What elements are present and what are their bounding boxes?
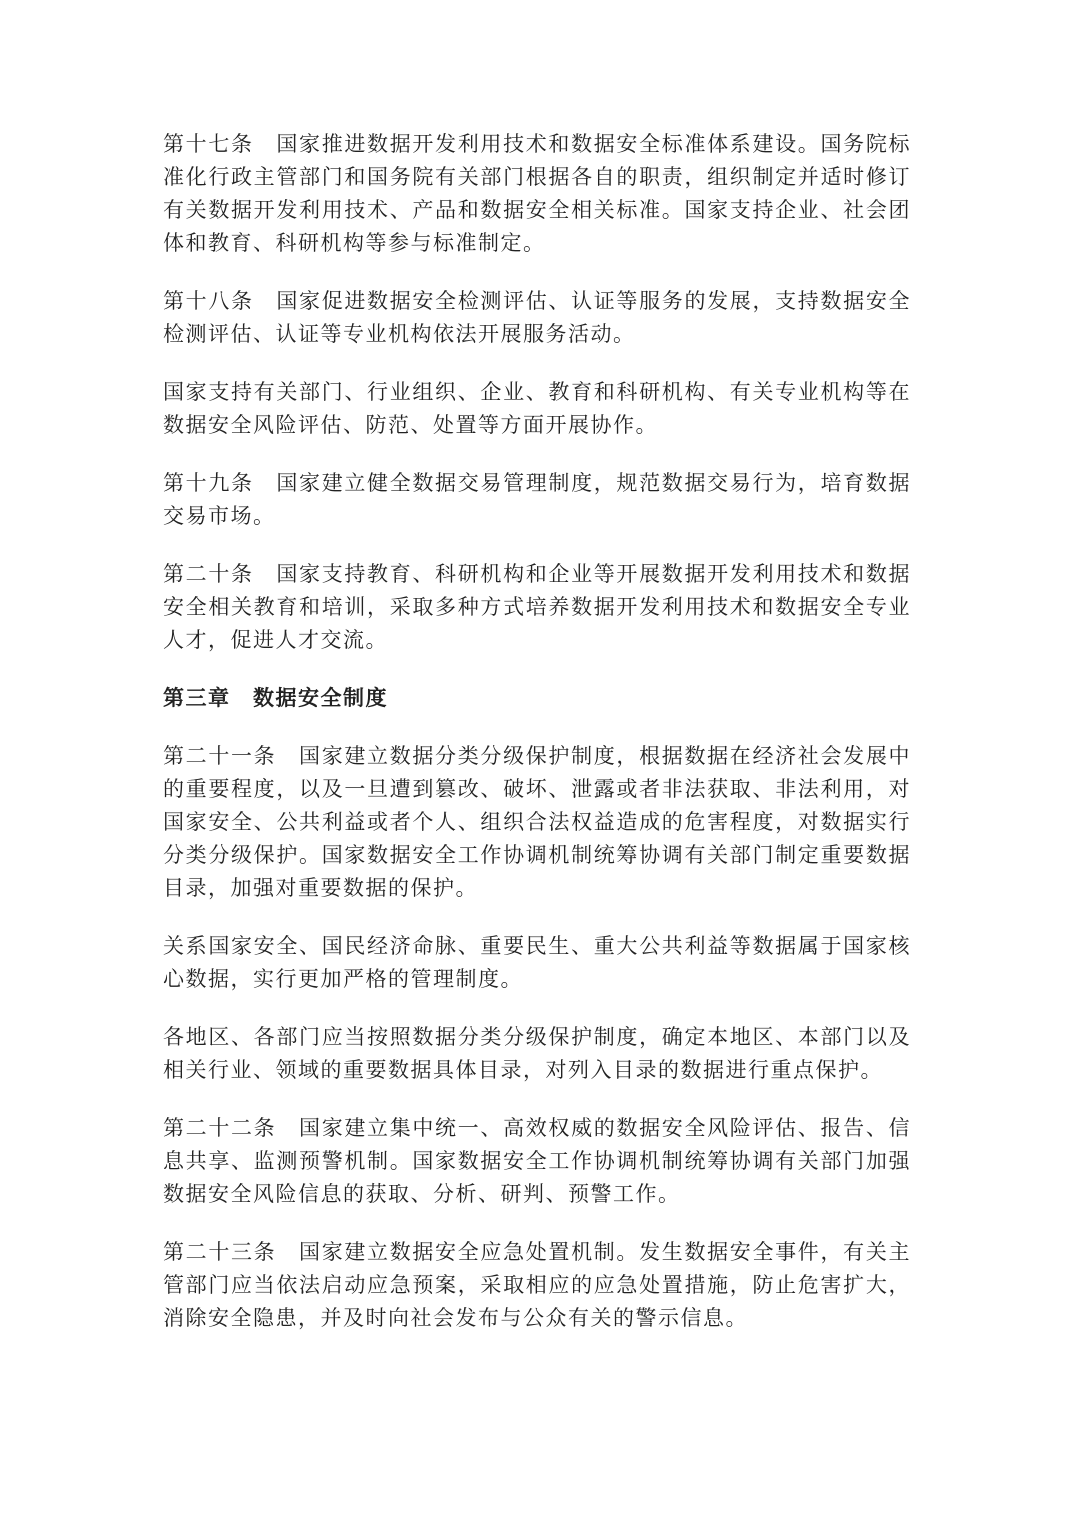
article-23-paragraph: 第二十三条 国家建立数据安全应急处置机制。发生数据安全事件，有关主管部门应当依法启动应急预案，采取相应的应急处置措施，防止危害扩大，消除安全隐患，并及时向社会发布与公众有关的警示信息。 (163, 1240, 911, 1330)
article-21-paragraph: 第二十一条 国家建立数据分类分级保护制度，根据数据在经济社会发展中的重要程度，以及一旦遭到篡改、破坏、泄露或者非法获取、非法利用，对国家安全、公共利益或者个人、组织合法权益造成的危害程度，对数据实行分类分级保护。国家数据安全工作协调机制统筹协调有关部门制定重要数据目录，加强对重要数据的保护。 (163, 744, 911, 900)
article-18-paragraph: 第十八条 国家促进数据安全检测评估、认证等服务的发展，支持数据安全检测评估、认证等专业机构依法开展服务活动。 (163, 289, 911, 346)
chapter-heading: 第三章 数据安全制度 (163, 686, 388, 710)
document-body (163, 128, 911, 1360)
article-21-paragraph-3: 各地区、各部门应当按照数据分类分级保护制度，确定本地区、本部门以及相关行业、领域的重要数据具体目录，对列入目录的数据进行重点保护。 (163, 1025, 911, 1082)
article-20-paragraph: 第二十条 国家支持教育、科研机构和企业等开展数据开发利用技术和数据安全相关教育和培训，采取多种方式培养数据开发利用技术和数据安全专业人才，促进人才交流。 (163, 562, 911, 652)
article-19-paragraph: 第十九条 国家建立健全数据交易管理制度，规范数据交易行为，培育数据交易市场。 (163, 471, 911, 528)
article-17-paragraph: 第十七条 国家推进数据开发利用技术和数据安全标准体系建设。国务院标准化行政主管部门和国务院有关部门根据各自的职责，组织制定并适时修订有关数据开发利用技术、产品和数据安全相关标准。国家支持企业、社会团体和教育、科研机构等参与标准制定。 (163, 132, 911, 255)
article-22-paragraph: 第二十二条 国家建立集中统一、高效权威的数据安全风险评估、报告、信息共享、监测预警机制。国家数据安全工作协调机制统筹协调有关部门加强数据安全风险信息的获取、分析、研判、预警工作。 (163, 1116, 911, 1206)
article-21-paragraph-2: 关系国家安全、国民经济命脉、重要民生、重大公共利益等数据属于国家核心数据，实行更加严格的管理制度。 (163, 934, 911, 991)
article-18-paragraph-2: 国家支持有关部门、行业组织、企业、教育和科研机构、有关专业机构等在数据安全风险评估、防范、处置等方面开展协作。 (163, 380, 911, 437)
